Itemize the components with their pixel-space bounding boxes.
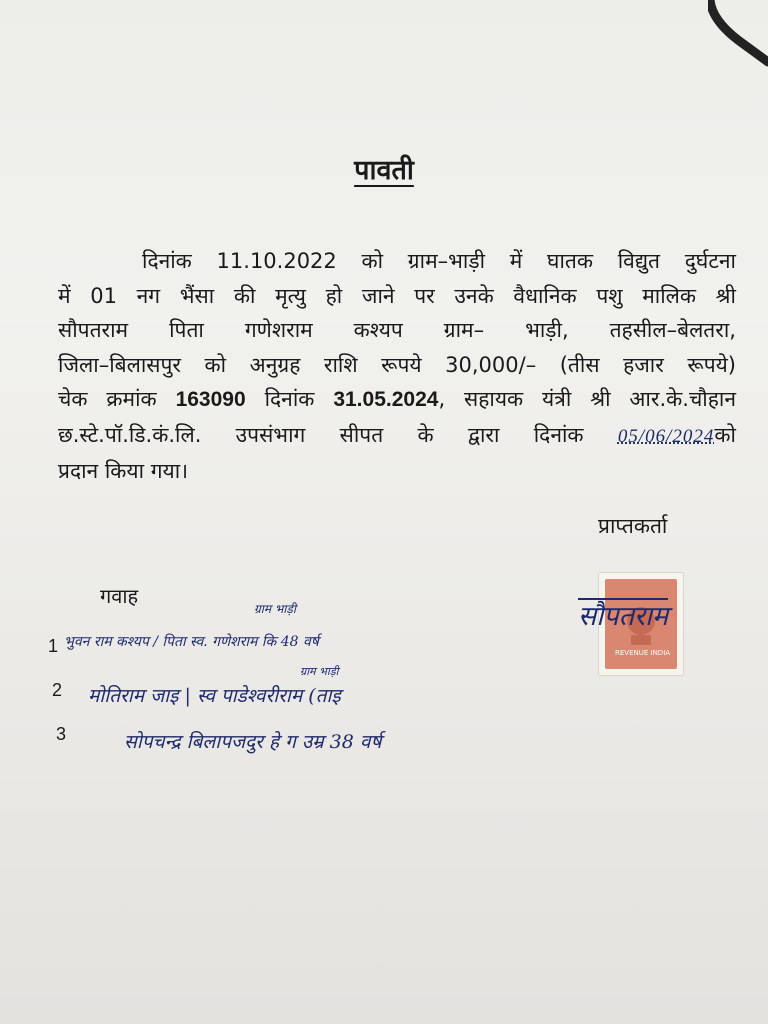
witness-number-3: 3 [56, 724, 67, 744]
stamp-text: REVENUE INDIA [615, 649, 671, 657]
clip-icon [708, 0, 768, 70]
witness-2-note: ग्राम भाड़ी [300, 665, 339, 678]
cheque-date: 31.05.2024 [333, 388, 439, 411]
witness-label: गवाह [100, 584, 139, 608]
witness-number-1: 1 [48, 636, 59, 656]
cheque-number: 163090 [175, 388, 246, 411]
body-line-1: दिनांक 11.10.2022 को ग्राम–भाड़ी में घातक विद्युत दुर्घटना [142, 249, 736, 273]
recipient-signature: सौपतराम [578, 598, 668, 634]
body-line-4: जिला–बिलासपुर को अनुग्रह राशि रूपये 30,000/– (तीस हजार रूपये) [58, 352, 736, 377]
witness-1-entry: भुवन राम कश्यप / पिता स्व. गणेशराम कि 48 वर्ष [64, 634, 319, 650]
body-line-6: छ.स्टे.पॉ.डि.कं.लि. उपसंभाग सीपत के द्वारा दिनांक 05/06/2024को [58, 422, 736, 447]
witness-1-note: ग्राम भाड़ी [254, 602, 296, 616]
recipient-label: प्राप्तकर्ता [598, 514, 668, 538]
witness-3-entry: सोपचन्द्र बिलापजदुर हे ग उम्र 38 वर्ष [124, 731, 382, 753]
witness-2-entry: मोतिराम जाइ | स्व पाडेश्वरीराम (ताइ [88, 685, 341, 707]
body-line-2: में 01 नग भैंसा की मृत्यु हो जाने पर उनके वैधानिक पशु मालिक श्री [58, 283, 736, 308]
body-line-3: सौपतराम पिता गणेशराम कश्यप ग्राम– भाड़ी, तहसील–बेलतरा, [58, 318, 736, 342]
document-title: पावती [354, 155, 414, 186]
receipt-body [58, 244, 736, 489]
body-line-5: चेक क्रमांक 163090 दिनांक 31.05.2024, सहायक यंत्री श्री आर.के.चौहान [58, 387, 736, 411]
witness-number-2: 2 [52, 680, 63, 700]
handwritten-date: 05/06/2024 [617, 425, 715, 447]
body-line-7: प्रदान किया गया। [58, 459, 189, 483]
